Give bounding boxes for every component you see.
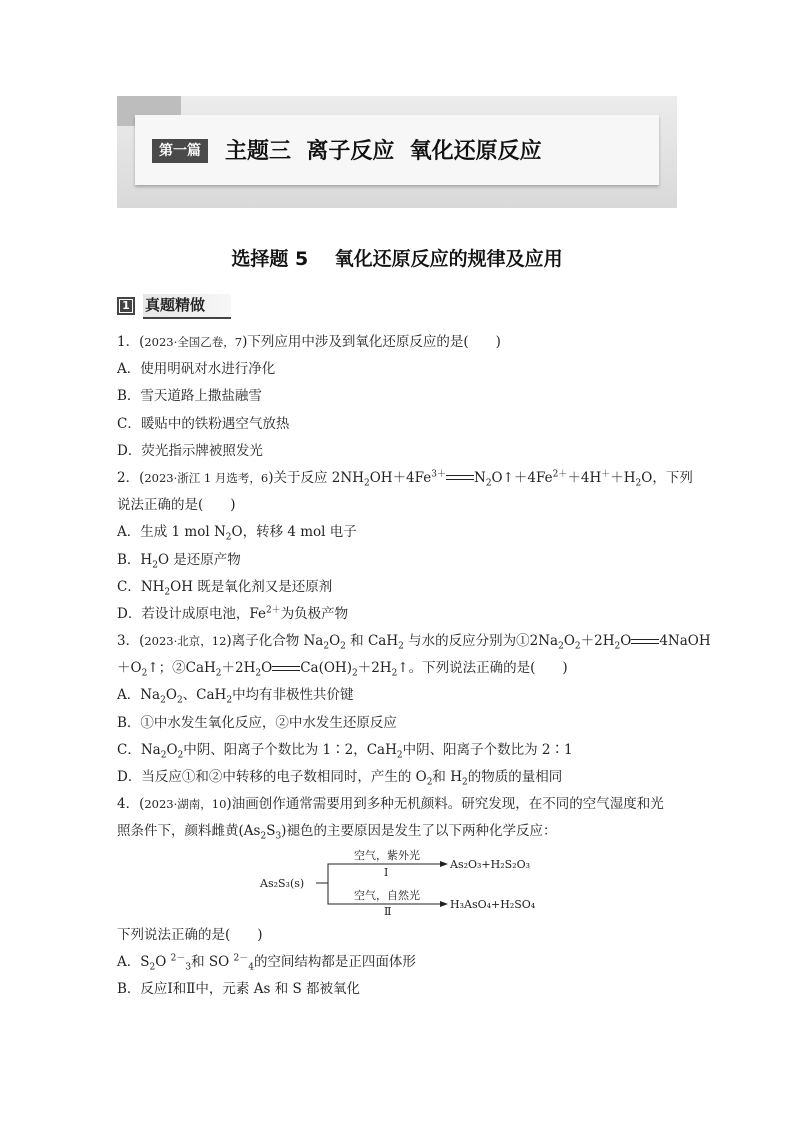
question-1-option-d: D．荧光指示牌被照发光	[117, 442, 263, 459]
question-3-stem-line2: $+O_2↑$；$②CaH_2+2H_2O$ $Ca(OH)_2+2H_2↑$。下列说法正确的是( )	[117, 660, 568, 679]
question-2-option-a: A．生成 1 mol $N_2O$，转移 4 mol 电子	[117, 524, 357, 543]
section-number-icon: 1	[117, 297, 135, 315]
reaction-diagram	[258, 846, 548, 916]
diagram-label-2: Ⅱ	[384, 905, 392, 916]
diagram-product-1: As₂O₃+H₂S₂O₃	[450, 858, 531, 871]
chapter-title: 主题三 离子反应 氧化还原反应	[225, 139, 542, 164]
question-2-stem-line2: 说法正确的是( )	[117, 497, 236, 514]
question-4-prompt: 下列说法正确的是( )	[117, 927, 263, 943]
question-3-option-b: B．①中水发生氧化反应，②中水发生还原反应	[117, 714, 397, 731]
question-2-option-b: B．$H_2O$ 是还原产物	[117, 551, 241, 571]
question-2-stem: 2．(2023·浙江 1 月选考，6)关于反应 $2NH_2OH+4Fe^{3+}$ $N_2O↑+4Fe^{2+}+4H^++H_2O$，下列	[117, 469, 693, 489]
question-1-option-a: A．使用明矾对水进行净化	[117, 361, 276, 378]
question-4-option-b: B．反应Ⅰ和Ⅱ中，元素 As 和 S 都被氧化	[117, 981, 361, 998]
question-2-option-d: D．若设计成原电池，$Fe^{2+}$为负极产物	[117, 605, 349, 622]
question-3-option-d: D．当反应①和②中转移的电子数相同时，产生的 $O_2$和 $H_2$的物质的量相同	[117, 769, 563, 788]
diagram-product-2: H₃AsO₄+H₂SO₄	[450, 898, 536, 911]
part-badge: 第一篇	[152, 139, 208, 163]
section-title: 选择题 5 氧化还原反应的规律及应用	[231, 248, 563, 270]
section-heading	[117, 294, 231, 318]
question-1-option-b: B．雪天道路上撒盐融雪	[117, 388, 262, 405]
question-1-stem: 1．(2023·全国乙卷，7)下列应用中涉及到氧化还原反应的是( )	[117, 334, 501, 350]
questions-block-continued	[117, 922, 679, 1004]
question-4-stem: 4．(2023·湖南，10)油画创作通常需要用到多种无机颜料。研究发现，在不同的空气湿度和光	[117, 796, 664, 813]
section-heading-text: 真题精做	[143, 294, 231, 319]
question-4-stem-line2: 照条件下，颜料雌黄$(As_2S_3)$褪色的主要原因是发生了以下两种化学反应：	[117, 823, 557, 843]
question-2-option-c: C．$NH_2OH$ 既是氧化剂又是还原剂	[117, 578, 333, 598]
question-3-option-a: A．$Na_2O_2$、CaH$_2$中均有非极性共价键	[117, 687, 354, 707]
question-3-option-c: C．$Na_2O_2$中阴、阳离子个数比为 1∶2，CaH$_2$中阴、阳离子个数比为 2∶1	[117, 741, 573, 761]
question-3-stem: 3．(2023·北京，12)离子化合物 $Na_2O_2$ 和 CaH$_2$ 与水的反应分别为$①2Na_2O_2+2H_2O$ 4NaOH	[117, 633, 711, 652]
diagram-condition-1: 空气，紫外光	[354, 849, 420, 862]
diagram-label-1: Ⅰ	[384, 866, 389, 879]
diagram-reactant: As₂S₃(s)	[260, 877, 305, 890]
questions-block	[117, 329, 711, 846]
question-4-option-a: A．$S_2O$ $^{2-}_3$和 SO $^{2-}_4$的空间结构都是正四面体形	[117, 953, 416, 973]
question-1-option-c: C．暖贴中的铁粉遇空气放热	[117, 415, 290, 432]
diagram-condition-2: 空气，自然光	[354, 889, 420, 902]
